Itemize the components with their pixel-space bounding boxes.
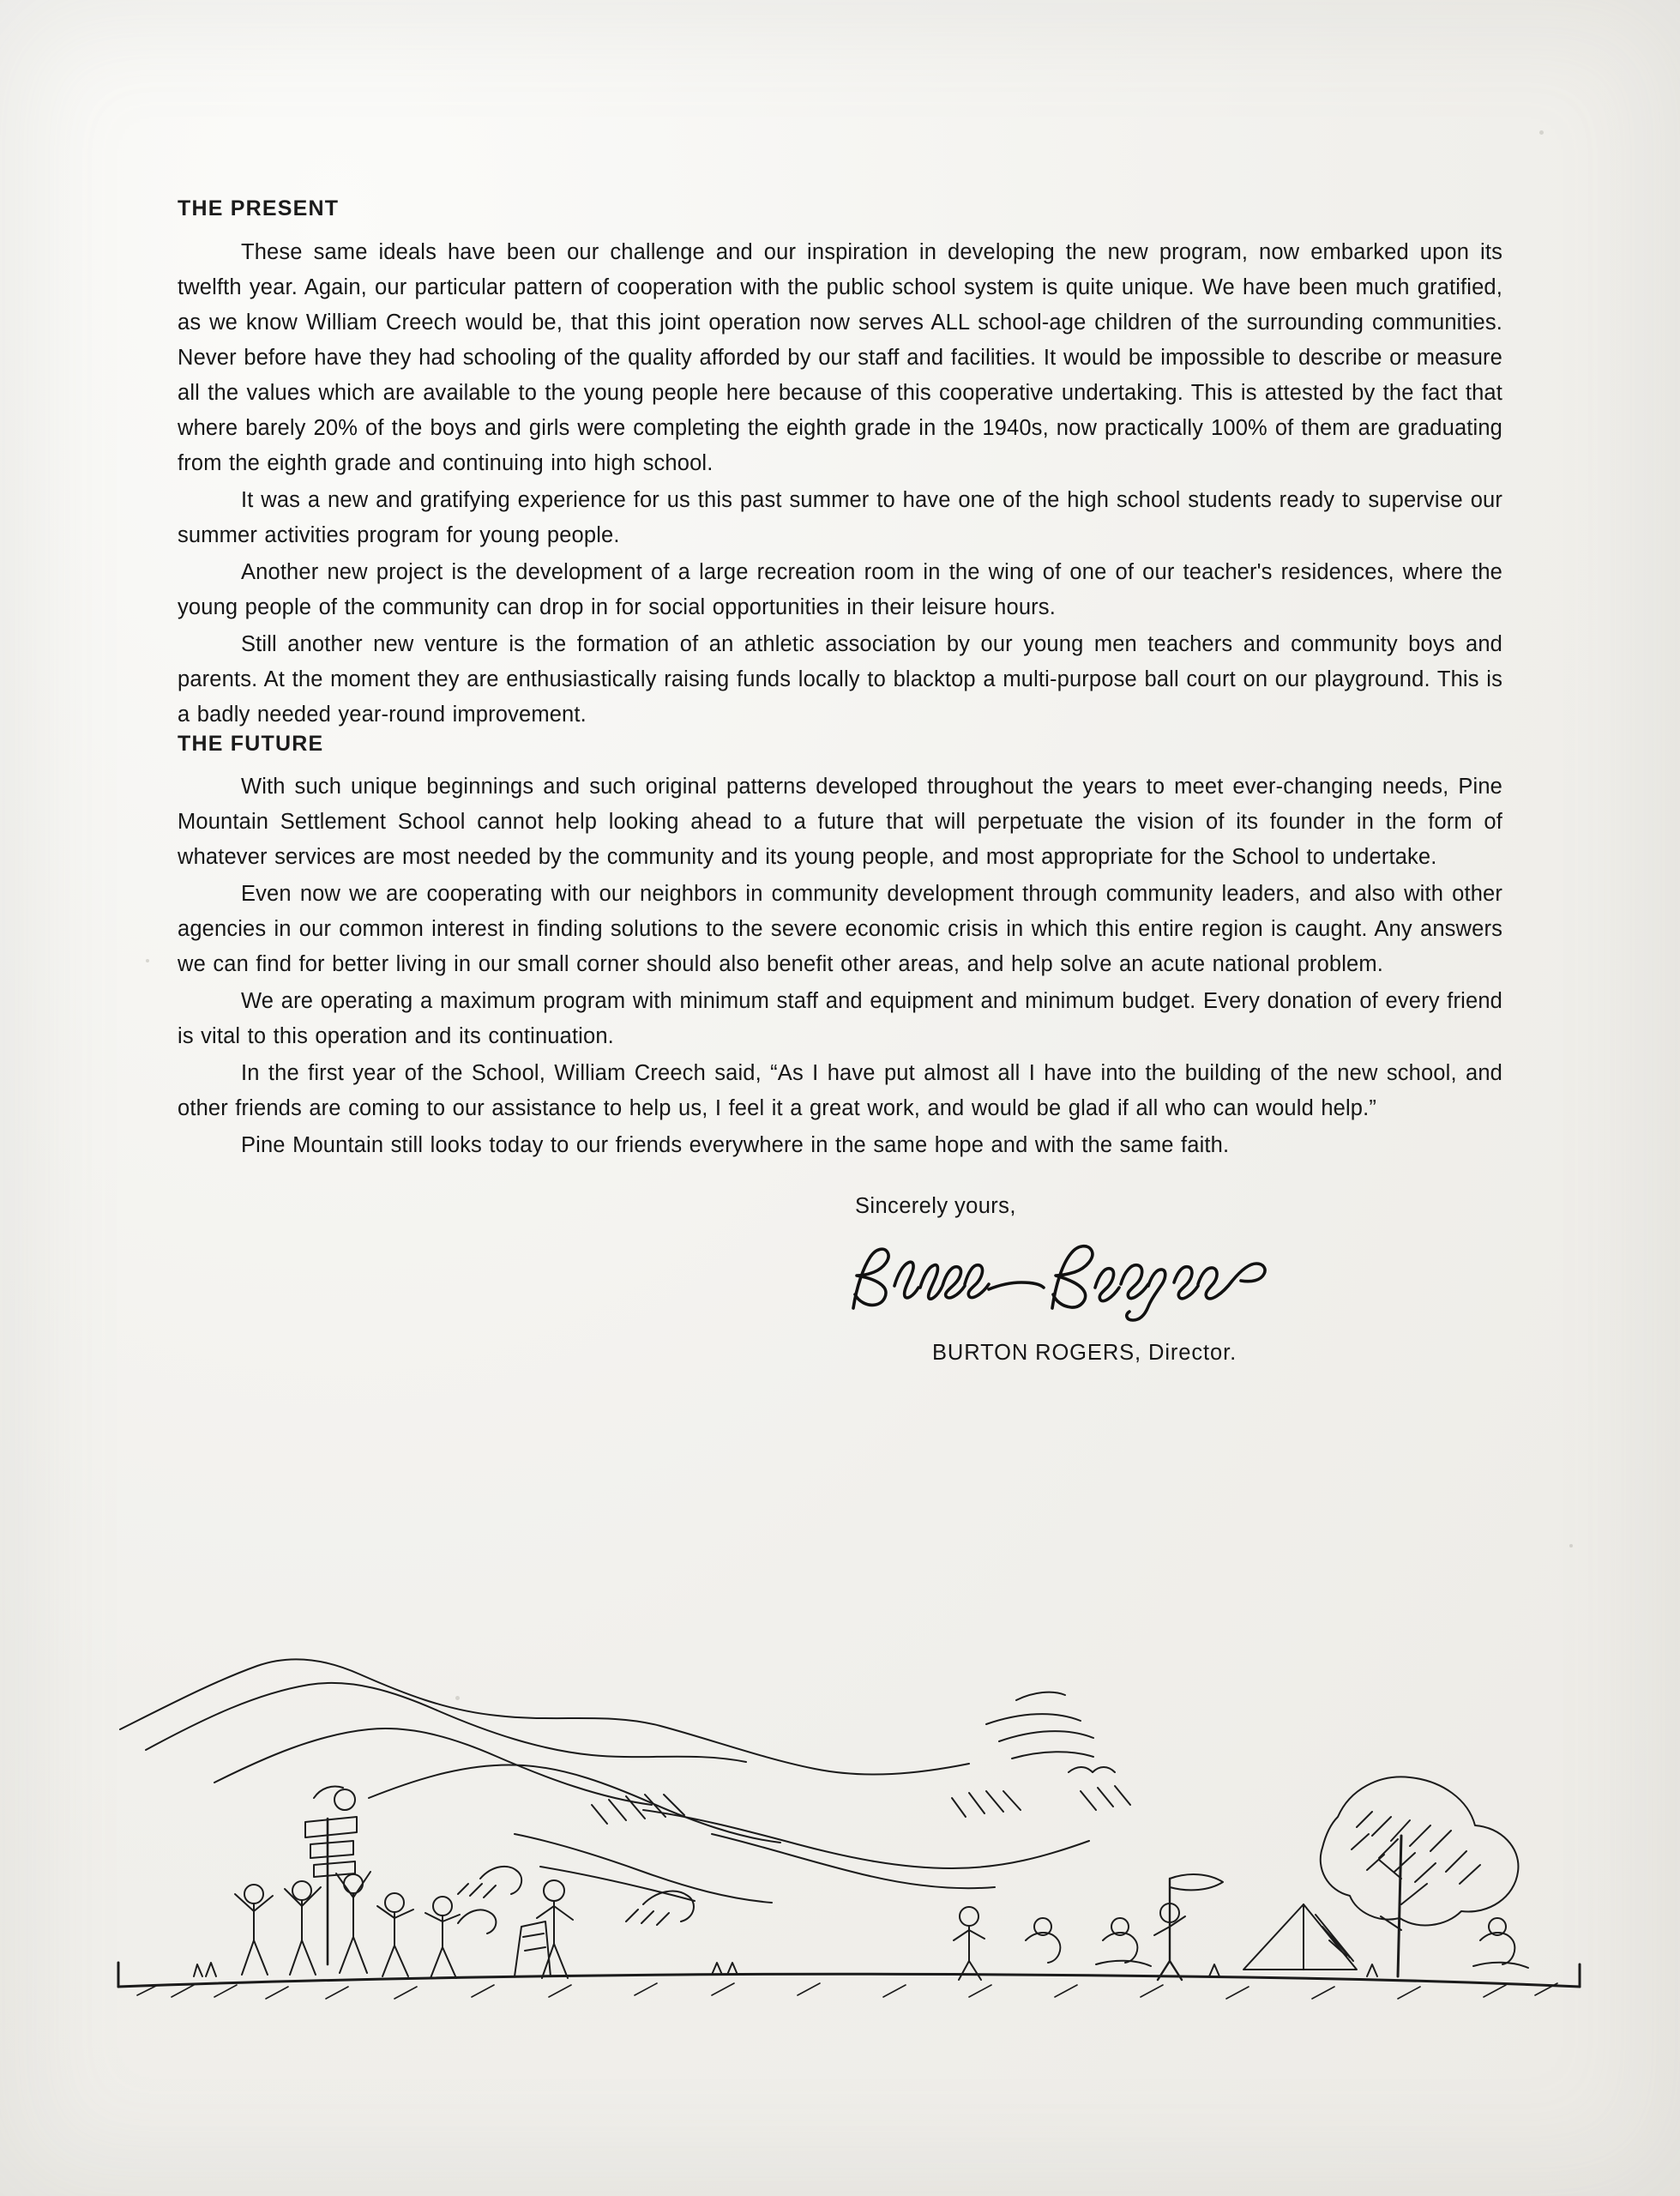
paper-speck [455, 1696, 460, 1700]
paper-speck [1569, 1544, 1573, 1547]
paragraph: With such unique beginnings and such original patterns developed throughout the years to meet ever-changing needs, Pine Mountain Settlement School cannot help looking ahead to a future that will perpetuate the vision of its founder in the form of whatever services are most needed by the community and its young people, and most appropriate for the School to undertake. [178, 775, 1502, 869]
handwritten-signature-icon [838, 1234, 1502, 1329]
paragraph: Another new project is the development of a large recreation room in the wing of one of our teacher's residences, where the young people of the community can drop in for social opportunities in their leisure hours. [178, 559, 1502, 619]
section-heading-future: THE FUTURE [178, 731, 324, 756]
illustration-mountain-scene [111, 1621, 1587, 2050]
document-body [178, 197, 1502, 1366]
paragraph: We are operating a maximum program with minimum staff and equipment and minimum budget. Every donation of every friend is vital to this operation and its continuation. [178, 989, 1502, 1048]
paragraph: Pine Mountain still looks today to our friends everywhere in the same hope and with the same faith. [241, 1133, 1230, 1157]
paper-speck [146, 959, 149, 962]
paragraph: Still another new venture is the formation of an athletic association by our young men teachers and community boys and parents. At the moment they are enthusiastically raising funds locally to blacktop a multi-purpose ball court on our playground. This is a badly needed year-round improvement. [178, 631, 1502, 727]
paragraph: It was a new and gratifying experience for us this past summer to have one of the high school students ready to supervise our summer activities program for young people. [178, 487, 1502, 547]
paragraph: Even now we are cooperating with our neighbors in community development through community leaders, and also with other agencies in our common interest in finding solutions to the severe economic crisis in which this entire region is caught. Any answers we can find for better living in our small corner should also benefit other areas, and help solve an acute national problem. [178, 882, 1502, 976]
paragraph: In the first year of the School, William Creech said, “As I have put almost all I have into the building of the new school, and other friends are coming to our assistance to help us, I feel it a great work, and would be glad if all who can would help.” [178, 1061, 1502, 1120]
section-heading-present: THE PRESENT [178, 196, 340, 220]
paper-speck [1539, 130, 1544, 135]
closing-salutation: Sincerely yours, [855, 1194, 1016, 1218]
paragraph: These same ideals have been our challenge and our inspiration in developing the new program, now embarked upon its twelfth year. Again, our particular pattern of cooperation with the public school system is quite unique. We have been much gratified, as we know William Creech would be, that this joint operation now serves ALL school-age children of the surrounding communities. Never before have they had schooling of the quality afforded by our staff and facilities. It would be impossible to describe or measure all the values which are available to the young people here because of this cooperative undertaking. This is attested by the fact that where barely 20% of the boys and girls were completing the eighth grade in the 1940s, now practically 100% of them are graduating from the eighth grade and continuing into high school. [178, 239, 1502, 475]
signature-block [178, 1234, 1502, 1337]
signature-name: BURTON ROGERS, Director. [932, 1341, 1237, 1365]
